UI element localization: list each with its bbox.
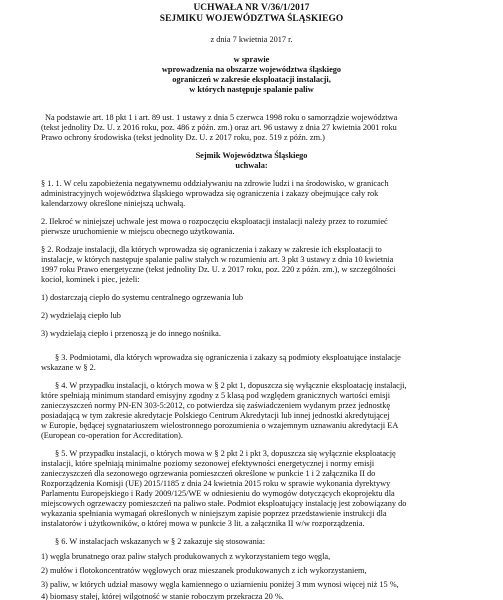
list-item: 2) wydzielają ciepło lub bbox=[41, 311, 121, 320]
paragraph-4-line: (European co-operation for Accreditation). bbox=[41, 431, 183, 440]
legal-basis-line: Na podstawie art. 18 pkt 1 i art. 89 ust. 1 ustawy z dnia 5 czerwca 1998 roku o samorządzie województwa bbox=[45, 113, 398, 122]
paragraph-5-line: Parlamentu Europejskiego i Rady 2009/125/WE w odniesieniu do wymogów dotyczących ekoprojektu dla bbox=[41, 489, 395, 498]
list-item: 3) paliw, w których udział masowy węgla kamiennego o uziarnieniu poniżej 3 mm wynosi więcej niż 15 %, bbox=[41, 580, 399, 589]
paragraph-5-line: instalatorów i użytkowników, o której mowa w punkcie 3 lit. a załącznika II w/w rozporządzenia. bbox=[41, 519, 365, 528]
list-item: 1) dostarczają ciepło do systemu centralnego ogrzewania lub bbox=[41, 293, 244, 302]
paragraph-6-intro: § 6. W instalacjach wskazanych w § 2 zakazuje się stosowania: bbox=[55, 537, 266, 546]
subject-line: w których następuje spalanie paliw bbox=[189, 85, 314, 94]
paragraph-2-line: § 2. Rodzaje instalacji, dla których wprowadza się ograniczenia i zakazy w zakresie ich eksploatacji to bbox=[41, 245, 382, 254]
council-name: SEJMIKU WOJEWÓDZTWA ŚLĄSKIEGO bbox=[159, 14, 344, 24]
paragraph-5-line: zanieczyszczeń dla sezonowego ogrzewania pomieszczeń określone w punkcie 1 i 2 załącznika II do bbox=[41, 469, 376, 478]
paragraph-2-line: kocioł, kominek i piec, jeżeli: bbox=[41, 275, 140, 284]
list-item: 3) wydzielają ciepło i przenoszą je do innego nośnika. bbox=[41, 329, 221, 338]
paragraph-2-line: 1997 roku Prawo energetyczne (tekst jednolity Dz. U. z 2017 roku, poz. 220 z późn. zm.), w szczególności bbox=[41, 265, 396, 274]
subject-line: ograniczeń w zakresie eksploatacji instalacji, bbox=[172, 75, 331, 84]
paragraph-3-line: § 3. Podmiotami, dla których wprowadza się ograniczenia i zakazy są podmioty eksploatujące instalacje bbox=[55, 353, 401, 362]
subject-line: wprowadzenia na obszarze województwa śląskiego bbox=[161, 65, 342, 74]
paragraph-1-point-2-line: pierwsze uruchomienie w miejscu obecnego użytkowania. bbox=[41, 227, 235, 236]
paragraph-4-line: które spełniają minimum standard emisyjny zgodny z 5 klasą pod względem granicznych wartości emisji bbox=[41, 391, 391, 400]
legal-basis-line: (tekst jednolity Dz. U. z 2016 roku, poz. 486 z późn. zm.) oraz art. 96 ustawy z dnia 27 kwietnia 2001 roku bbox=[41, 123, 397, 132]
resolution-date: z dnia 7 kwietnia 2017 r. bbox=[210, 35, 293, 44]
paragraph-5-line: miejscowych ogrzewaczy pomieszczeń na paliwo stałe. Podmiot eksploatujący instalację jest zobowiązany do bbox=[41, 499, 407, 508]
subject-intro: w sprawie bbox=[233, 55, 270, 64]
paragraph-2-line: instalacje, w których następuje spalanie paliw stałych w rozumieniu art. 3 pkt 3 ustawy z dnia 10 kwietnia bbox=[41, 255, 394, 264]
paragraph-5-line: Rozporządzenia Komisji (UE) 2015/1185 z dnia 24 kwietnia 2015 roku w sprawie wykonania dyrektywy bbox=[41, 479, 391, 488]
paragraph-4-line: posiadającą w tym zakresie akredytacje Polskiego Centrum Akredytacji lub innej jednostki akredytującej bbox=[41, 411, 390, 420]
paragraph-4-line: w Europie, będącej sygnatariuszem wielostronnego porozumienia o wzajemnym uznawaniu akredytacji EA bbox=[41, 421, 399, 430]
paragraph-4-line: zanieczyszczeń normy PN-EN 303-5:2012, co potwierdza się zaświadczeniem wydanym przez jednostkę bbox=[41, 401, 391, 410]
legal-basis-line: Prawo ochrony środowiska (tekst jednolity Dz. U. z 2017 roku, poz. 519 z późn. zm.) bbox=[41, 133, 325, 142]
list-item: 2) mułów i flotokoncentratów węglowych oraz mieszanek produkowanych z ich wykorzystaniem, bbox=[41, 566, 367, 575]
paragraph-5-line: instalacji, które spełniają minimalne poziomy sezonowej efektywności energetycznej i normy emisji bbox=[41, 459, 375, 468]
paragraph-5-line: wykazania spełniania wymagań określonych w niniejszym zapisie poprzez przedstawienie instrukcji dla bbox=[41, 509, 387, 518]
paragraph-1-line: § 1. 1. W celu zapobieżenia negatywnemu oddziaływaniu na zdrowie ludzi i na środowisko, w granicach bbox=[41, 179, 389, 188]
list-item: 1) węgla brunatnego oraz paliw stałych produkowanych z wykorzystaniem tego węgla, bbox=[41, 552, 331, 561]
paragraph-3-line: wskazane w § 2. bbox=[41, 363, 96, 372]
paragraph-5-line: § 5. W przypadku instalacji, o których mowa w § 2 pkt 2 i pkt 3, dopuszcza się wyłącznie eksploatację bbox=[55, 449, 396, 458]
paragraph-1-line: administracyjnych województwa śląskiego wprowadza się ograniczenia i zakazy obejmujące cały rok bbox=[41, 189, 379, 198]
resolution-number: UCHWAŁA NR V/36/1/2017 bbox=[193, 3, 310, 13]
enacting-formula: uchwala: bbox=[235, 161, 268, 170]
enacting-body: Sejmik Województwa Śląskiego bbox=[195, 151, 308, 160]
paragraph-1-point-2-line: 2. Ilekroć w niniejszej uchwale jest mowa o rozpoczęciu eksploatacji instalacji należy przez to rozumieć bbox=[41, 217, 388, 226]
paragraph-1-line: kalendarzowy określone niniejszą uchwałą. bbox=[41, 199, 186, 208]
paragraph-4-line: § 4. W przypadku instalacji, o których mowa w § 2 pkt 1, dopuszcza się wyłącznie eksploatację instalacji, bbox=[55, 381, 407, 390]
list-item: 4) biomasy stałej, której wilgotność w stanie roboczym przekracza 20 %. bbox=[41, 592, 284, 600]
